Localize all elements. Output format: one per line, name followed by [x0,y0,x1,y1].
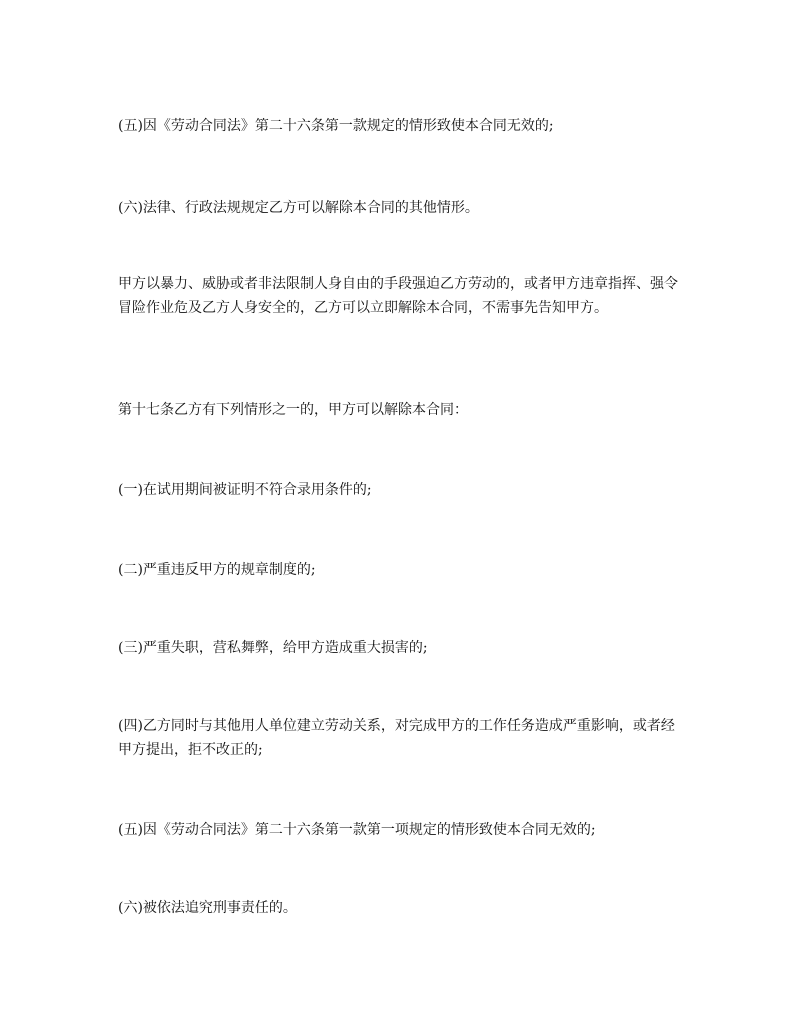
paragraph-clause-5-invalid: (五)因《劳动合同法》第二十六条第一款规定的情形致使本合同无效的; [118,118,554,134]
paragraph-article-17: 第十七条乙方有下列情形之一的，甲方可以解除本合同： [118,402,468,418]
paragraph-item-2-rules: (二)严重违反甲方的规章制度的; [118,562,316,578]
paragraph-item-1-probation: (一)在试用期间被证明不符合录用条件的; [118,482,372,498]
paragraph-item-5-invalid: (五)因《劳动合同法》第二十六条第一款第一项规定的情形致使本合同无效的; [118,822,596,838]
paragraph-item-6-criminal: (六)被依法追究刑事责任的。 [118,900,297,916]
paragraph-clause-6-other: (六)法律、行政法规规定乙方可以解除本合同的其他情形。 [118,200,479,216]
paragraph-item-4-dual-employment: (四)乙方同时与其他用人单位建立劳动关系，对完成甲方的工作任务造成严重影响，或者经甲方提出，拒不改正的; [118,718,675,758]
paragraph-item-3-negligence: (三)严重失职，营私舞弊，给甲方造成重大损害的; [118,640,428,656]
paragraph-immediate-termination: 甲方以暴力、威胁或者非法限制人身自由的手段强迫乙方劳动的，或者甲方违章指挥、强令冒险作业危及乙方人身安全的，乙方可以立即解除本合同，不需事先告知甲方。 [118,276,678,316]
